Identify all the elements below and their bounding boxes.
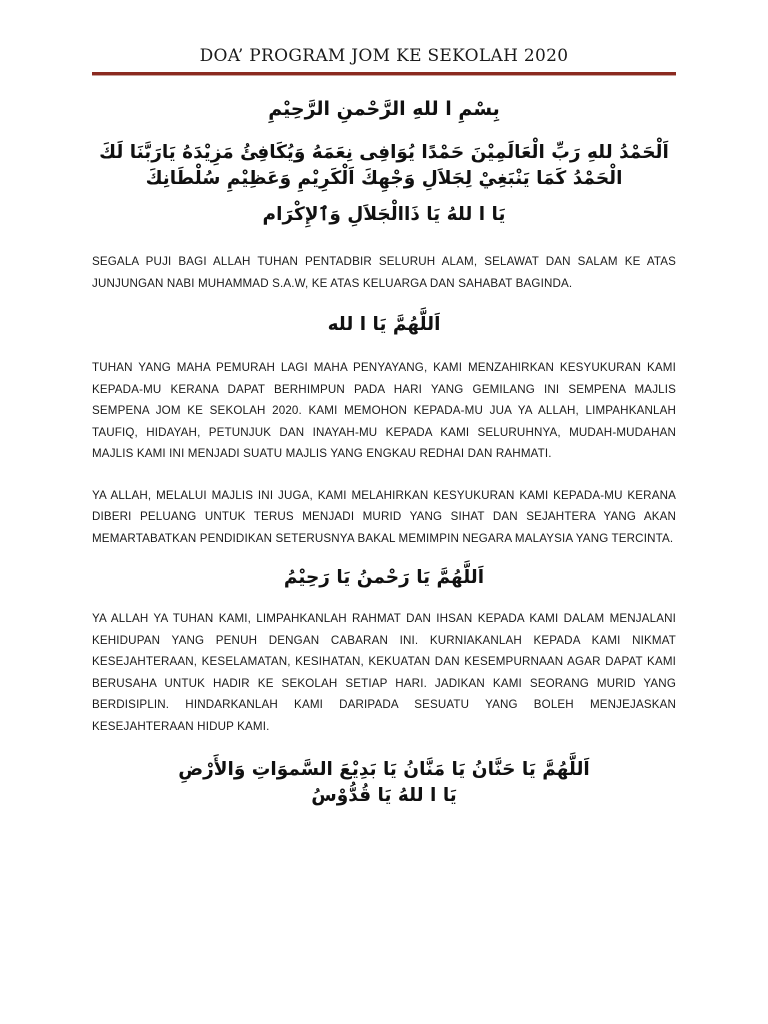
allahumma-rahman-rahim-text: اَللَّهُمَّ يَا رَحْمنُ يَا رَحِيْمُ <box>283 567 485 588</box>
hamd-text: اَلْحَمْدُ للهِ رَبِّ الْعَالَمِيْنَ حَمْدًا يُوَافِى نِعَمَهُ وَيُكَافِئُ مَزِيْدَهُ يَارَبَّنَا لَكَ الْحَمْدُ كَمَا يَنْبَغِيْ لِجَلاَلِ وَجْهِكَ اَلْكَرِيْمِ وَعَظِيْمِ سُلْطَانِكَ <box>99 142 669 189</box>
paragraph-opportunity: YA ALLAH, MELALUI MAJLIS INI JUGA, KAMI MELAHIRKAN KESYUKURAN KAMI KEPADA-MU KERANA DIBERI PELUANG UNTUK TERUS MENJADI MURID YANG SIHAT DAN SEJAHTERA YANG AKAN MEMARTABATKAN PENDIDIKAN SETERUSNYA BAKAL MEMIMPIN NEGARA MALAYSIA YANG TERCINTA. <box>92 488 676 545</box>
closing-dua-line-2: يَا ا للهُ يَا قُدُّوْسُ <box>311 785 457 806</box>
paragraph-supplication: YA ALLAH YA TUHAN KAMI, LIMPAHKANLAH RAHMAT DAN IHSAN KEPADA KAMI DALAM MENJALANI KEHIDUPAN YANG PENUH DENGAN CABARAN INI. KURNIAKANLAH KEPADA KAMI NIKMAT KESEJAHTERAAN, KESELAMATAN, KESIHATAN, KEKUATAN DAN KESEMPURNAAN AGAR DAPAT KAMI BERUSAHA UNTUK HADIR KE SEKOLAH SETIAP HARI. JADIKAN KAMI SEORANG MURID YANG BERDISIPLIN. HINDARKANLAH KAMI DARIPADA SESUATU YANG BOLEH MENJEJASKAN KESEJAHTERAAN HIDUP KAMI. <box>92 612 676 733</box>
basmalah-text: بِسْمِ ا للهِ الرَّحْمنِ الرَّحِيْمِ <box>268 98 500 120</box>
paragraph-praise: SEGALA PUJI BAGI ALLAH TUHAN PENTADBIR SELURUH ALAM, SELAWAT DAN SALAM KE ATAS JUNJUNGAN NABI MUHAMMAD S.A.W, KE ATAS KELUARGA DAN SAHABAT BAGINDA. <box>92 255 676 290</box>
allahumma-ya-allah-text: اَللَّهُمَّ يَا ا لله <box>327 314 441 335</box>
document-title: DOA’ PROGRAM JOM KE SEKOLAH 2020 <box>199 46 569 66</box>
closing-dua-line-1: اَللَّهُمَّ يَا حَنَّانُ يَا مَنَّانُ يَا بَدِيْعَ السَّموَاتِ وَالأَرْضِ <box>178 759 590 780</box>
ya-allah-dzul-jalal-text: يَا ا للهُ يَا ذَاالْجَلاَلِ وَٱلإِكْرَام <box>262 204 506 225</box>
paragraph-gratitude: TUHAN YANG MAHA PEMURAH LAGI MAHA PENYAYANG, KAMI MENZAHIRKAN KESYUKURAN KAMI KEPADA-MU KERANA DAPAT BERHIMPUN PADA HARI YANG GEMILANG INI SEMPENA MAJLIS SEMPENA JOM KE SEKOLAH 2020. KAMI MEMOHON KEPADA-MU JUA YA ALLAH, LIMPAHKANLAH TAUFIQ, HIDAYAH, PETUNJUK DAN INAYAH-MU KEPADA KAMI SELURUHNYA, MUDAH-MUDAHAN MAJLIS KAMI INI MENJADI SUATU MAJLIS YANG ENGKAU REDHAI DAN RAHMATI. <box>92 361 676 460</box>
title-divider <box>92 72 676 76</box>
